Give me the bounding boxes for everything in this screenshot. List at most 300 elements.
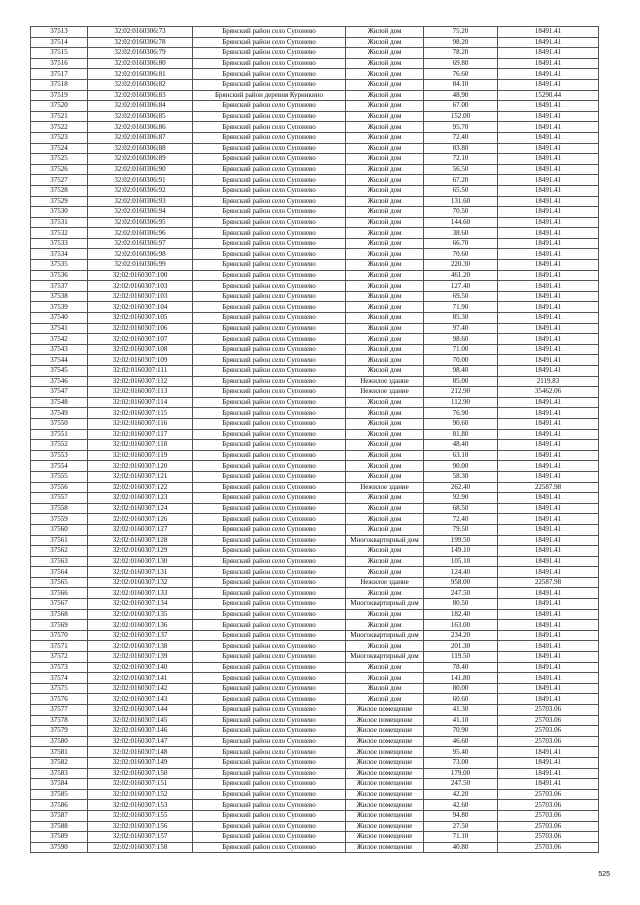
row-number-cell: 37513 — [31, 27, 88, 38]
table-row — [31, 503, 599, 514]
cadastral-number-cell: 32:02:0160307:104 — [88, 302, 193, 313]
area-cell: 94.80 — [424, 810, 498, 821]
area-cell: 79.50 — [424, 524, 498, 535]
object-type-cell: Жилое помещение — [346, 726, 424, 737]
page-number: 525 — [598, 871, 610, 878]
cadastral-number-cell: 32:02:0160307:156 — [88, 821, 193, 832]
area-cell: 76.90 — [424, 408, 498, 419]
table-row — [31, 344, 599, 355]
object-type-cell: Жилое помещение — [346, 800, 424, 811]
area-cell: 48.40 — [424, 440, 498, 451]
specific-value-cell: 18491.41 — [498, 747, 599, 758]
address-cell: Брянский район село Супонево — [193, 588, 346, 599]
table-row — [31, 747, 599, 758]
specific-value-cell: 18491.41 — [498, 79, 599, 90]
address-cell: Брянский район село Супонево — [193, 260, 346, 271]
area-cell: 95.40 — [424, 747, 498, 758]
cadastral-number-cell: 32:02:0160307:152 — [88, 789, 193, 800]
cadastral-number-cell: 32:02:0160307:141 — [88, 673, 193, 684]
table-row — [31, 397, 599, 408]
specific-value-cell: 22587.98 — [498, 577, 599, 588]
specific-value-cell: 18491.41 — [498, 228, 599, 239]
address-cell: Брянский район село Супонево — [193, 154, 346, 165]
row-number-cell: 37586 — [31, 800, 88, 811]
address-cell: Брянский район село Супонево — [193, 450, 346, 461]
cadastral-number-cell: 32:02:0160306:78 — [88, 37, 193, 48]
specific-value-cell: 18491.41 — [498, 757, 599, 768]
object-type-cell: Жилое помещение — [346, 705, 424, 716]
table-row — [31, 726, 599, 737]
specific-value-cell: 18491.41 — [498, 599, 599, 610]
object-type-cell: Жилой дом — [346, 196, 424, 207]
table-row — [31, 48, 599, 59]
row-number-cell: 37531 — [31, 217, 88, 228]
table-row — [31, 313, 599, 324]
row-number-cell: 37575 — [31, 683, 88, 694]
area-cell: 461.20 — [424, 270, 498, 281]
area-cell: 67.20 — [424, 175, 498, 186]
address-cell: Брянский район село Супонево — [193, 577, 346, 588]
address-cell: Брянский район село Супонево — [193, 736, 346, 747]
table-row — [31, 154, 599, 165]
object-type-cell: Жилое помещение — [346, 842, 424, 853]
address-cell: Брянский район село Супонево — [193, 238, 346, 249]
object-type-cell: Жилое помещение — [346, 768, 424, 779]
cadastral-number-cell: 32:02:0160307:133 — [88, 588, 193, 599]
address-cell: Брянский район село Супонево — [193, 185, 346, 196]
cadastral-value-table — [30, 26, 599, 853]
address-cell: Брянский район село Супонево — [193, 503, 346, 514]
object-type-cell: Жилой дом — [346, 101, 424, 112]
row-number-cell: 37570 — [31, 630, 88, 641]
area-cell: 85.30 — [424, 313, 498, 324]
area-cell: 98.20 — [424, 37, 498, 48]
address-cell: Брянский район село Супонево — [193, 323, 346, 334]
object-type-cell: Жилое помещение — [346, 779, 424, 790]
address-cell: Брянский район село Супонево — [193, 397, 346, 408]
specific-value-cell: 18491.41 — [498, 535, 599, 546]
table-row — [31, 270, 599, 281]
row-number-cell: 37532 — [31, 228, 88, 239]
row-number-cell: 37520 — [31, 101, 88, 112]
cadastral-number-cell: 32:02:0160306:89 — [88, 154, 193, 165]
object-type-cell: Жилой дом — [346, 673, 424, 684]
specific-value-cell: 18491.41 — [498, 630, 599, 641]
area-cell: 63.10 — [424, 450, 498, 461]
object-type-cell: Жилой дом — [346, 217, 424, 228]
specific-value-cell: 18491.41 — [498, 196, 599, 207]
cadastral-number-cell: 32:02:0160307:100 — [88, 270, 193, 281]
specific-value-cell: 18491.41 — [498, 175, 599, 186]
area-cell: 124.40 — [424, 567, 498, 578]
area-cell: 67.00 — [424, 101, 498, 112]
specific-value-cell: 25703.06 — [498, 842, 599, 853]
specific-value-cell: 18491.41 — [498, 111, 599, 122]
address-cell: Брянский район село Супонево — [193, 313, 346, 324]
address-cell: Брянский район село Супонево — [193, 800, 346, 811]
object-type-cell: Жилой дом — [346, 281, 424, 292]
area-cell: 83.80 — [424, 143, 498, 154]
cadastral-number-cell: 32:02:0160307:103 — [88, 281, 193, 292]
table-row — [31, 101, 599, 112]
address-cell: Брянский район село Супонево — [193, 302, 346, 313]
area-cell: 80.00 — [424, 683, 498, 694]
specific-value-cell: 18491.41 — [498, 48, 599, 59]
specific-value-cell: 18491.41 — [498, 620, 599, 631]
specific-value-cell: 18491.41 — [498, 768, 599, 779]
specific-value-cell: 18491.41 — [498, 461, 599, 472]
row-number-cell: 37549 — [31, 408, 88, 419]
address-cell: Брянский район село Супонево — [193, 535, 346, 546]
specific-value-cell: 18491.41 — [498, 694, 599, 705]
cadastral-number-cell: 32:02:0160306:83 — [88, 90, 193, 101]
address-cell: Брянский район село Супонево — [193, 620, 346, 631]
row-number-cell: 37539 — [31, 302, 88, 313]
address-cell: Брянский район село Супонево — [193, 366, 346, 377]
object-type-cell: Многоквартирный дом — [346, 599, 424, 610]
table-row — [31, 471, 599, 482]
specific-value-cell: 18491.41 — [498, 556, 599, 567]
area-cell: 75.20 — [424, 27, 498, 38]
address-cell: Брянский район село Супонево — [193, 355, 346, 366]
cadastral-number-cell: 32:02:0160307:134 — [88, 599, 193, 610]
specific-value-cell: 18491.41 — [498, 514, 599, 525]
specific-value-cell: 18491.41 — [498, 524, 599, 535]
specific-value-cell: 18491.41 — [498, 588, 599, 599]
table-row — [31, 132, 599, 143]
cadastral-number-cell: 32:02:0160306:97 — [88, 238, 193, 249]
specific-value-cell: 18491.41 — [498, 673, 599, 684]
address-cell: Брянский район село Супонево — [193, 27, 346, 38]
object-type-cell: Жилой дом — [346, 323, 424, 334]
specific-value-cell: 18491.41 — [498, 503, 599, 514]
specific-value-cell: 18491.41 — [498, 641, 599, 652]
table-body — [31, 27, 599, 853]
object-type-cell: Жилое помещение — [346, 747, 424, 758]
table-row — [31, 641, 599, 652]
object-type-cell: Жилой дом — [346, 355, 424, 366]
address-cell: Брянский район село Супонево — [193, 429, 346, 440]
object-type-cell: Жилой дом — [346, 514, 424, 525]
table-row — [31, 355, 599, 366]
address-cell: Брянский район село Супонево — [193, 810, 346, 821]
cadastral-number-cell: 32:02:0160306:98 — [88, 249, 193, 260]
cadastral-number-cell: 32:02:0160307:139 — [88, 652, 193, 663]
row-number-cell: 37537 — [31, 281, 88, 292]
specific-value-cell: 18491.41 — [498, 164, 599, 175]
area-cell: 80.50 — [424, 599, 498, 610]
area-cell: 131.60 — [424, 196, 498, 207]
table-row — [31, 143, 599, 154]
row-number-cell: 37548 — [31, 397, 88, 408]
object-type-cell: Жилой дом — [346, 461, 424, 472]
specific-value-cell: 18491.41 — [498, 334, 599, 345]
object-type-cell: Жилой дом — [346, 37, 424, 48]
cadastral-number-cell: 32:02:0160307:155 — [88, 810, 193, 821]
address-cell: Брянский район село Супонево — [193, 599, 346, 610]
table-row — [31, 620, 599, 631]
cadastral-number-cell: 32:02:0160307:124 — [88, 503, 193, 514]
cadastral-number-cell: 32:02:0160306:92 — [88, 185, 193, 196]
object-type-cell: Жилой дом — [346, 524, 424, 535]
row-number-cell: 37555 — [31, 471, 88, 482]
area-cell: 73.00 — [424, 757, 498, 768]
address-cell: Брянский район село Супонево — [193, 79, 346, 90]
object-type-cell: Жилой дом — [346, 111, 424, 122]
address-cell: Брянский район село Супонево — [193, 281, 346, 292]
row-number-cell: 37521 — [31, 111, 88, 122]
object-type-cell: Жилое помещение — [346, 789, 424, 800]
object-type-cell: Жилой дом — [346, 270, 424, 281]
table-row — [31, 630, 599, 641]
address-cell: Брянский район село Супонево — [193, 69, 346, 80]
address-cell: Брянский район село Супонево — [193, 207, 346, 218]
specific-value-cell: 18491.41 — [498, 440, 599, 451]
cadastral-number-cell: 32:02:0160306:79 — [88, 48, 193, 59]
table-row — [31, 79, 599, 90]
row-number-cell: 37578 — [31, 715, 88, 726]
address-cell: Брянский район село Супонево — [193, 556, 346, 567]
address-cell: Брянский район село Супонево — [193, 747, 346, 758]
area-cell: 234.20 — [424, 630, 498, 641]
specific-value-cell: 18491.41 — [498, 567, 599, 578]
cadastral-number-cell: 32:02:0160306:87 — [88, 132, 193, 143]
table-row — [31, 546, 599, 557]
row-number-cell: 37567 — [31, 599, 88, 610]
area-cell: 70.60 — [424, 249, 498, 260]
cadastral-number-cell: 32:02:0160307:148 — [88, 747, 193, 758]
table-row — [31, 567, 599, 578]
object-type-cell: Жилой дом — [346, 334, 424, 345]
address-cell: Брянский район село Супонево — [193, 249, 346, 260]
address-cell: Брянский район село Супонево — [193, 408, 346, 419]
table-row — [31, 387, 599, 398]
specific-value-cell: 18491.41 — [498, 291, 599, 302]
specific-value-cell: 18491.41 — [498, 217, 599, 228]
object-type-cell: Жилой дом — [346, 260, 424, 271]
object-type-cell: Жилой дом — [346, 440, 424, 451]
cadastral-number-cell: 32:02:0160307:153 — [88, 800, 193, 811]
address-cell: Брянский район село Супонево — [193, 493, 346, 504]
cadastral-number-cell: 32:02:0160307:120 — [88, 461, 193, 472]
area-cell: 41.30 — [424, 705, 498, 716]
specific-value-cell: 18491.41 — [498, 408, 599, 419]
row-number-cell: 37553 — [31, 450, 88, 461]
specific-value-cell: 18491.41 — [498, 270, 599, 281]
specific-value-cell: 18491.41 — [498, 238, 599, 249]
cadastral-number-cell: 32:02:0160307:113 — [88, 387, 193, 398]
specific-value-cell: 18491.41 — [498, 683, 599, 694]
row-number-cell: 37581 — [31, 747, 88, 758]
object-type-cell: Многоквартирный дом — [346, 535, 424, 546]
row-number-cell: 37546 — [31, 376, 88, 387]
table-row — [31, 122, 599, 133]
area-cell: 27.50 — [424, 821, 498, 832]
area-cell: 127.40 — [424, 281, 498, 292]
table-row — [31, 789, 599, 800]
row-number-cell: 37580 — [31, 736, 88, 747]
cadastral-number-cell: 32:02:0160307:130 — [88, 556, 193, 567]
area-cell: 69.80 — [424, 58, 498, 69]
table-row — [31, 450, 599, 461]
row-number-cell: 37545 — [31, 366, 88, 377]
cadastral-number-cell: 32:02:0160307:138 — [88, 641, 193, 652]
cadastral-number-cell: 32:02:0160307:126 — [88, 514, 193, 525]
address-cell: Брянский район село Супонево — [193, 779, 346, 790]
cadastral-number-cell: 32:02:0160307:147 — [88, 736, 193, 747]
address-cell: Брянский район село Супонево — [193, 175, 346, 186]
cadastral-number-cell: 32:02:0160307:144 — [88, 705, 193, 716]
table-row — [31, 207, 599, 218]
cadastral-number-cell: 32:02:0160306:73 — [88, 27, 193, 38]
specific-value-cell: 18491.41 — [498, 355, 599, 366]
specific-value-cell: 18491.41 — [498, 249, 599, 260]
address-cell: Брянский район село Супонево — [193, 567, 346, 578]
object-type-cell: Жилой дом — [346, 588, 424, 599]
cadastral-number-cell: 32:02:0160307:129 — [88, 546, 193, 557]
table-row — [31, 58, 599, 69]
specific-value-cell: 18491.41 — [498, 313, 599, 324]
table-row — [31, 842, 599, 853]
table-row — [31, 164, 599, 175]
row-number-cell: 37551 — [31, 429, 88, 440]
row-number-cell: 37569 — [31, 620, 88, 631]
table-row — [31, 249, 599, 260]
cadastral-number-cell: 32:02:0160307:136 — [88, 620, 193, 631]
area-cell: 42.60 — [424, 800, 498, 811]
cadastral-number-cell: 32:02:0160307:151 — [88, 779, 193, 790]
cadastral-number-cell: 32:02:0160307:149 — [88, 757, 193, 768]
row-number-cell: 37554 — [31, 461, 88, 472]
area-cell: 66.70 — [424, 238, 498, 249]
specific-value-cell: 15290.44 — [498, 90, 599, 101]
address-cell: Брянский район село Супонево — [193, 652, 346, 663]
object-type-cell: Жилой дом — [346, 493, 424, 504]
object-type-cell: Жилой дом — [346, 27, 424, 38]
specific-value-cell: 25703.06 — [498, 736, 599, 747]
area-cell: 144.60 — [424, 217, 498, 228]
row-number-cell: 37560 — [31, 524, 88, 535]
cadastral-number-cell: 32:02:0160306:85 — [88, 111, 193, 122]
row-number-cell: 37536 — [31, 270, 88, 281]
row-number-cell: 37565 — [31, 577, 88, 588]
table-row — [31, 821, 599, 832]
specific-value-cell: 18491.41 — [498, 344, 599, 355]
address-cell: Брянский район село Супонево — [193, 101, 346, 112]
address-cell: Брянский район село Супонево — [193, 524, 346, 535]
address-cell: Брянский район село Супонево — [193, 440, 346, 451]
cadastral-number-cell: 32:02:0160306:82 — [88, 79, 193, 90]
object-type-cell: Многоквартирный дом — [346, 630, 424, 641]
object-type-cell: Жилой дом — [346, 69, 424, 80]
row-number-cell: 37563 — [31, 556, 88, 567]
specific-value-cell: 18491.41 — [498, 493, 599, 504]
object-type-cell: Жилой дом — [346, 556, 424, 567]
cadastral-number-cell: 32:02:0160307:131 — [88, 567, 193, 578]
table-row — [31, 662, 599, 673]
address-cell: Брянский район село Супонево — [193, 482, 346, 493]
cadastral-number-cell: 32:02:0160306:80 — [88, 58, 193, 69]
address-cell: Брянский район село Супонево — [193, 673, 346, 684]
row-number-cell: 37568 — [31, 609, 88, 620]
row-number-cell: 37526 — [31, 164, 88, 175]
specific-value-cell: 22587.98 — [498, 482, 599, 493]
area-cell: 141.80 — [424, 673, 498, 684]
object-type-cell: Жилой дом — [346, 546, 424, 557]
object-type-cell: Жилой дом — [346, 48, 424, 59]
area-cell: 163.00 — [424, 620, 498, 631]
address-cell: Брянский район деревня Курникино — [193, 90, 346, 101]
specific-value-cell: 18491.41 — [498, 154, 599, 165]
specific-value-cell: 18491.41 — [498, 609, 599, 620]
row-number-cell: 37584 — [31, 779, 88, 790]
specific-value-cell: 18491.41 — [498, 281, 599, 292]
object-type-cell: Жилой дом — [346, 408, 424, 419]
cadastral-number-cell: 32:02:0160307:158 — [88, 842, 193, 853]
object-type-cell: Жилой дом — [346, 567, 424, 578]
address-cell: Брянский район село Супонево — [193, 334, 346, 345]
row-number-cell: 37574 — [31, 673, 88, 684]
area-cell: 46.60 — [424, 736, 498, 747]
area-cell: 71.10 — [424, 832, 498, 843]
cadastral-number-cell: 32:02:0160307:119 — [88, 450, 193, 461]
area-cell: 81.80 — [424, 429, 498, 440]
object-type-cell: Жилой дом — [346, 154, 424, 165]
area-cell: 69.50 — [424, 291, 498, 302]
specific-value-cell: 18491.41 — [498, 323, 599, 334]
address-cell: Брянский район село Супонево — [193, 387, 346, 398]
table-row — [31, 238, 599, 249]
object-type-cell: Жилой дом — [346, 429, 424, 440]
table-row — [31, 90, 599, 101]
area-cell: 119.50 — [424, 652, 498, 663]
object-type-cell: Жилой дом — [346, 249, 424, 260]
object-type-cell: Жилой дом — [346, 185, 424, 196]
address-cell: Брянский район село Супонево — [193, 37, 346, 48]
table-row — [31, 694, 599, 705]
row-number-cell: 37529 — [31, 196, 88, 207]
row-number-cell: 37533 — [31, 238, 88, 249]
specific-value-cell: 18491.41 — [498, 207, 599, 218]
row-number-cell: 37524 — [31, 143, 88, 154]
table-row — [31, 418, 599, 429]
address-cell: Брянский район село Супонево — [193, 376, 346, 387]
area-cell: 38.60 — [424, 228, 498, 239]
area-cell: 199.50 — [424, 535, 498, 546]
specific-value-cell: 18491.41 — [498, 418, 599, 429]
area-cell: 84.10 — [424, 79, 498, 90]
cadastral-number-cell: 32:02:0160306:81 — [88, 69, 193, 80]
table-row — [31, 302, 599, 313]
area-cell: 70.00 — [424, 355, 498, 366]
table-row — [31, 810, 599, 821]
area-cell: 85.00 — [424, 376, 498, 387]
specific-value-cell: 18491.41 — [498, 546, 599, 557]
table-row — [31, 705, 599, 716]
row-number-cell: 37519 — [31, 90, 88, 101]
table-row — [31, 429, 599, 440]
cadastral-number-cell: 32:02:0160307:115 — [88, 408, 193, 419]
row-number-cell: 37583 — [31, 768, 88, 779]
object-type-cell: Жилой дом — [346, 450, 424, 461]
address-cell: Брянский район село Супонево — [193, 228, 346, 239]
row-number-cell: 37543 — [31, 344, 88, 355]
area-cell: 958.00 — [424, 577, 498, 588]
specific-value-cell: 18491.41 — [498, 101, 599, 112]
cadastral-number-cell: 32:02:0160307:109 — [88, 355, 193, 366]
table-row — [31, 757, 599, 768]
cadastral-number-cell: 32:02:0160307:112 — [88, 376, 193, 387]
